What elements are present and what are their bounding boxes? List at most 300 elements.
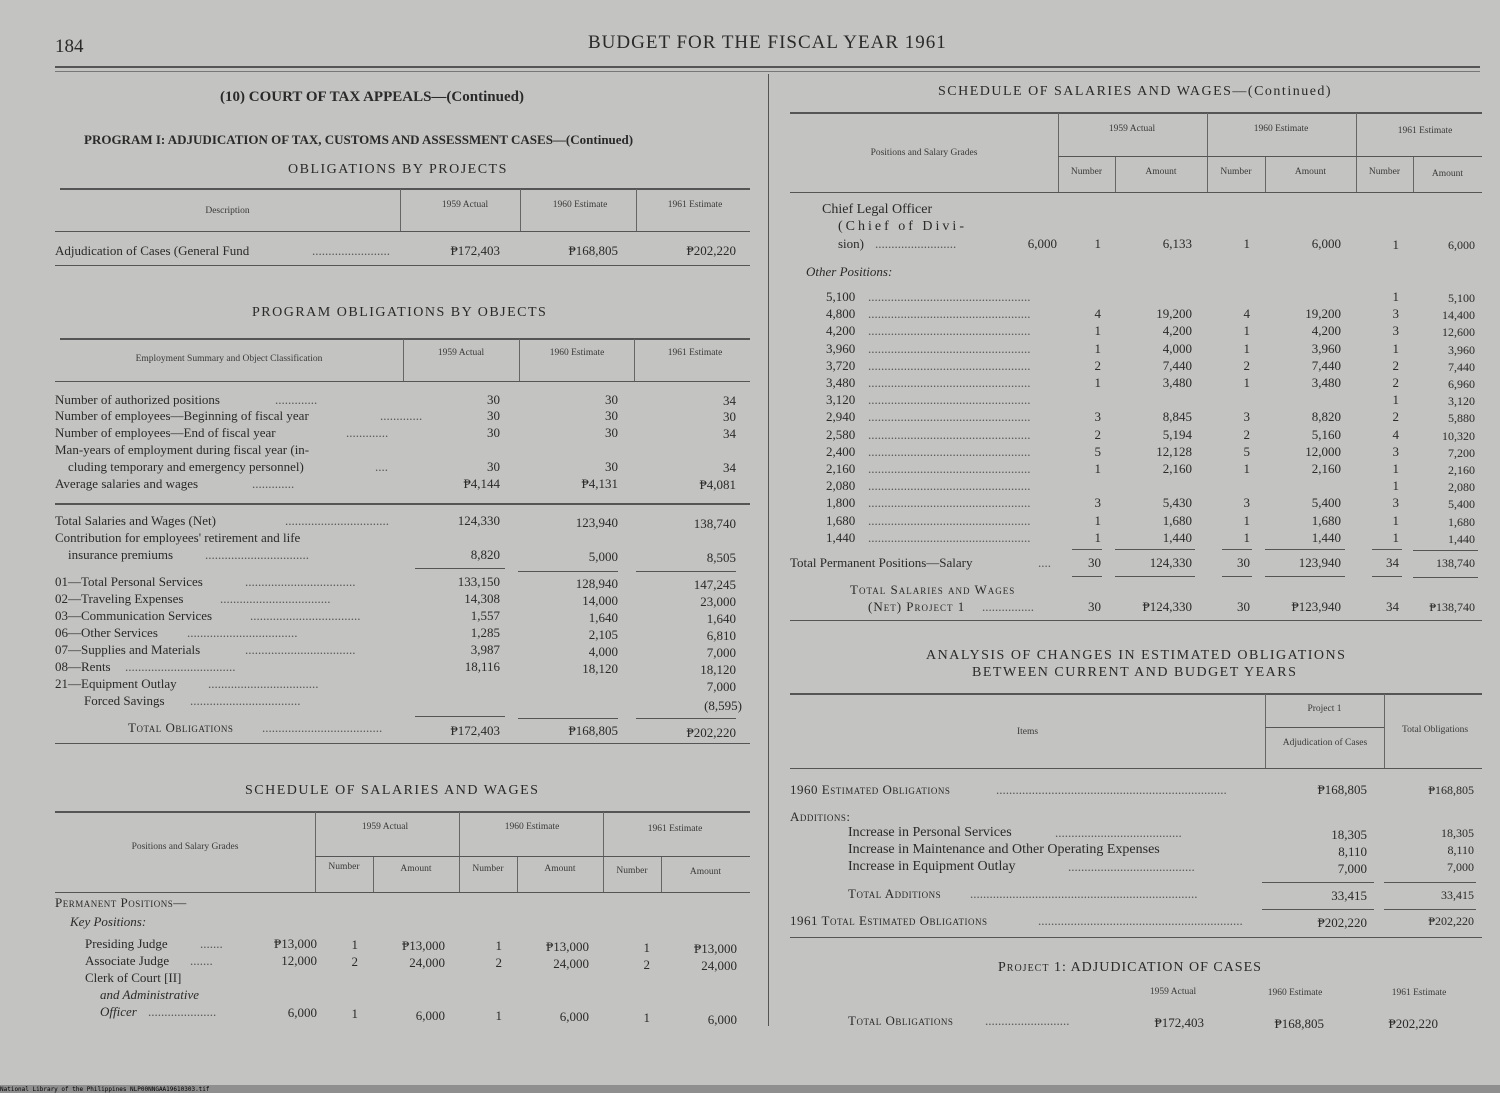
clerk-n2: 1 [495, 1008, 502, 1023]
object-row-label: Number of employees—Beginning of fiscal year [55, 408, 309, 423]
total-sw-a1: ₱124,330 [1142, 599, 1192, 614]
sum-rule [415, 716, 505, 717]
object-class-actual: 3,987 [470, 642, 500, 657]
object-class-1960: 128,940 [575, 576, 618, 591]
sum-rule [1262, 909, 1374, 910]
object-class-1960: 14,000 [582, 593, 618, 608]
salary-row-1961: 138,740 [693, 516, 736, 531]
section-title: (10) COURT OF TAX APPEALS—(Continued) [220, 89, 524, 105]
total-perm-a2: 123,940 [1298, 555, 1341, 570]
object-class-actual: 14,308 [464, 591, 500, 606]
other-position-a2: 7,440 [1311, 357, 1341, 373]
leader-dots: .................................................. [868, 392, 1031, 408]
salary-row-1960: 123,940 [575, 515, 618, 530]
total-obligations-actual: ₱172,403 [450, 723, 500, 738]
leader-dots: .................................................. [868, 323, 1031, 339]
leader-dots: ....... [200, 936, 223, 951]
col-header-number: Number [1368, 167, 1401, 177]
key-position-n1: 2 [351, 954, 358, 969]
page-title: BUDGET FOR THE FISCAL YEAR 1961 [588, 32, 947, 53]
total-additions-total: 33,415 [1441, 888, 1474, 902]
schedule-continued-title: SCHEDULE OF SALARIES AND WAGES—(Continued) [938, 84, 1333, 99]
col-header-1960: 1960 Estimate [504, 822, 560, 832]
leader-dots: .................................. [187, 625, 298, 640]
chief-label-2: (Chief of Divi- [838, 219, 967, 234]
key-position-a1: ₱13,000 [402, 938, 445, 953]
other-position-a1: 1,440 [1162, 529, 1192, 545]
addition-project: 8,110 [1338, 844, 1367, 859]
key-position-n3: 1 [643, 940, 650, 955]
other-position-a1: 7,440 [1162, 357, 1192, 373]
leader-dots: .................................................. [868, 409, 1031, 425]
leader-dots: ............................................................... [1038, 913, 1243, 928]
other-position-grade: 2,400 [826, 443, 856, 459]
leader-dots: .................................................. [868, 375, 1031, 390]
sum-rule [1265, 576, 1345, 577]
total-perm-n1: 30 [1088, 555, 1101, 570]
col-rule [315, 812, 316, 892]
leader-dots: .................................. [245, 642, 356, 657]
object-row-actual: 30 [487, 408, 500, 423]
sum-rule [1222, 549, 1252, 550]
total-perm-n2: 30 [1237, 555, 1250, 570]
other-position-n1: 3 [1094, 409, 1101, 425]
col-rule [519, 339, 520, 381]
other-position-a3: 12,600 [1442, 325, 1475, 340]
est-1961-label: 1961 Total Estimated Obligations [790, 913, 988, 928]
other-position-a3: 3,120 [1448, 394, 1475, 409]
col-header-total: Total Obligations [1401, 725, 1469, 735]
analysis-title-1: ANALYSIS OF CHANGES IN ESTIMATED OBLIGATIONS [926, 648, 1347, 663]
other-position-n2: 3 [1243, 409, 1250, 425]
header-rule-thin [55, 71, 1480, 72]
addition-label: Increase in Personal Services [848, 825, 1012, 840]
other-position-n3: 1 [1392, 478, 1399, 494]
other-position-a2: 2,160 [1311, 461, 1341, 476]
object-row-1960: 30 [605, 392, 618, 407]
object-row-1961: 30 [723, 409, 736, 424]
object-row-1961: 34 [723, 426, 736, 441]
page-number: 184 [55, 36, 84, 57]
sum-rule [1384, 882, 1476, 883]
col-rule [1207, 113, 1208, 193]
leader-dots: .................................................. [868, 306, 1031, 322]
key-position-n2: 1 [495, 938, 502, 953]
object-class-row-label: 03—Communication Services [55, 608, 213, 623]
additions-label: Additions: [790, 809, 851, 824]
leader-dots: ................................ [205, 547, 309, 562]
other-position-a3: 5,100 [1448, 291, 1475, 305]
leader-dots: ....................................... [1068, 859, 1195, 874]
other-position-grade: 2,580 [826, 426, 856, 442]
leader-dots: ....................................... [1055, 825, 1182, 840]
key-position-a1: 24,000 [409, 955, 445, 970]
object-class-row-label: 08—Rents [55, 659, 111, 674]
other-position-a2: 12,000 [1305, 443, 1341, 459]
object-class-1961: 7,000 [706, 645, 736, 660]
other-position-a1: 19,200 [1156, 306, 1192, 322]
col-header-number: Number [328, 862, 360, 872]
object-class-actual: 133,150 [457, 574, 500, 589]
sum-rule [1265, 549, 1345, 550]
project-total-actual: ₱172,403 [1154, 1015, 1204, 1030]
leader-dots: ...................................................................... [970, 886, 1198, 901]
salary-row-actual: 124,330 [457, 513, 500, 528]
column-divider [768, 74, 769, 1026]
key-position-a2: 24,000 [553, 956, 589, 971]
salary-row-label: Total Salaries and Wages (Net) [55, 513, 216, 528]
other-position-a1: 12,128 [1156, 443, 1192, 459]
project-1960: ₱168,805 [568, 243, 618, 258]
other-position-a3: 10,320 [1442, 428, 1475, 443]
col-rule [636, 189, 637, 231]
other-position-n3: 4 [1392, 426, 1399, 442]
other-position-n3: 2 [1392, 357, 1399, 373]
other-position-n1: 1 [1094, 461, 1101, 476]
total-obligations-1961: ₱202,220 [686, 725, 736, 740]
project-total-1960: ₱168,805 [1274, 1016, 1324, 1031]
leader-dots: ............. [380, 408, 423, 423]
salary-row-label: insurance premiums [68, 547, 174, 562]
leader-dots: ................................ [285, 513, 389, 528]
leader-dots: ......................... [875, 236, 957, 251]
salary-row-1961: 8,505 [706, 550, 736, 565]
other-position-n2: 4 [1243, 306, 1250, 322]
rule [790, 620, 1482, 621]
est-1960-project: ₱168,805 [1317, 782, 1367, 797]
total-sw-a2: ₱123,940 [1291, 599, 1341, 614]
object-class-row-label: Forced Savings [84, 693, 165, 708]
other-position-n2: 1 [1243, 340, 1250, 356]
other-position-n2: 1 [1243, 323, 1250, 339]
est-1961-total: ₱202,220 [1428, 914, 1474, 928]
other-position-a3: 2,080 [1448, 480, 1475, 495]
col-header-1960: 1960 Estimate [549, 348, 605, 358]
chief-grade: 6,000 [1027, 236, 1057, 251]
col-header-1960: 1960 Estimate [552, 200, 608, 210]
col-header-number: Number [616, 866, 648, 876]
project-total-1961: ₱202,220 [1388, 1016, 1438, 1031]
col-header-1961: 1961 Estimate [667, 200, 723, 210]
leader-dots: .......................... [985, 1013, 1070, 1028]
sum-rule [1072, 576, 1102, 577]
other-position-a3: 1,440 [1448, 531, 1475, 546]
total-additions-project: 33,415 [1331, 888, 1367, 903]
project-header-1961: 1961 Estimate [1391, 988, 1447, 998]
sum-rule [1072, 549, 1102, 550]
leader-dots: ....... [190, 953, 213, 968]
other-position-n1: 2 [1094, 357, 1101, 373]
total-perm-a1: 124,330 [1149, 555, 1192, 570]
other-position-n1: 2 [1094, 426, 1101, 442]
col-header-project: Project 1 [1307, 704, 1342, 714]
sum-rule [1384, 909, 1476, 910]
other-position-grade: 2,160 [826, 461, 856, 476]
clerk-label-2: and Administrative [100, 987, 200, 1002]
key-position-n3: 2 [643, 957, 650, 972]
object-class-row-label: 01—Total Personal Services [55, 574, 203, 589]
object-row-label: cluding temporary and emergency personnel) [68, 459, 304, 474]
scan-footer: National Library of the Philippines NLP00NNGAA19610303.tif [0, 1086, 210, 1093]
col-header-amount: Amount [544, 864, 576, 874]
col-rule [634, 339, 635, 381]
object-row-actual: 30 [487, 392, 500, 407]
other-position-a1: 4,000 [1162, 340, 1192, 356]
est-1960-total: ₱168,805 [1428, 783, 1474, 797]
object-row-label: Man-years of employment during fiscal year (in- [55, 442, 310, 457]
key-position-a2: ₱13,000 [546, 939, 589, 954]
col-header-amount: Amount [400, 864, 432, 874]
object-class-1960: 2,105 [588, 627, 618, 642]
rule [790, 768, 1482, 769]
other-position-a2: 8,820 [1311, 409, 1341, 425]
project-header-1960: 1960 Estimate [1267, 988, 1323, 998]
other-position-a2: 1,680 [1311, 512, 1341, 528]
leader-dots: .................................................. [868, 529, 1031, 545]
object-class-1961: 147,245 [693, 577, 736, 592]
clerk-a1: 6,000 [415, 1008, 445, 1023]
header-rule [55, 66, 1480, 68]
col-header-actual: 1959 Actual [437, 348, 485, 358]
col-header-items: Items [1016, 727, 1039, 737]
object-class-1961: (8,595) [704, 698, 742, 713]
other-position-a1: 5,430 [1162, 495, 1192, 511]
object-row-actual: 30 [487, 425, 500, 440]
leader-dots: .................................................. [868, 495, 1031, 511]
other-position-a1: 3,480 [1162, 375, 1192, 390]
leader-dots: .................................. [190, 693, 301, 708]
object-row-label: Number of employees—End of fiscal year [55, 425, 276, 440]
addition-label: Increase in Maintenance and Other Operating Expenses [848, 842, 1160, 857]
other-position-grade: 4,200 [826, 323, 856, 339]
col-rule [603, 812, 604, 892]
col-header-number: Number [472, 864, 504, 874]
object-row-1960: 30 [605, 408, 618, 423]
other-position-n1: 4 [1094, 306, 1101, 322]
leader-dots: ........................ [312, 243, 390, 258]
col-rule [403, 339, 404, 381]
object-row-1961: 34 [723, 460, 736, 475]
leader-dots: ............. [346, 425, 389, 440]
other-position-a3: 5,400 [1448, 497, 1475, 512]
col-header-amount: Amount [1294, 167, 1327, 177]
object-row-label: Number of authorized positions [55, 392, 220, 407]
leader-dots: ............. [275, 392, 318, 407]
other-position-a3: 7,200 [1448, 445, 1475, 460]
leader-dots: .................................................. [868, 478, 1031, 494]
chief-n3: 1 [1392, 237, 1399, 252]
object-class-1961: 6,810 [706, 628, 736, 643]
col-header-1961: 1961 Estimate [667, 348, 723, 358]
other-position-n1: 3 [1094, 495, 1101, 511]
object-class-1961: 18,120 [700, 662, 736, 677]
total-salaries-label-1: Total Salaries and Wages [850, 582, 1016, 597]
rule [55, 503, 750, 505]
sum-rule [1413, 550, 1478, 551]
col-rule [459, 812, 460, 892]
other-position-n1: 1 [1094, 323, 1101, 339]
object-row-1960: ₱4,131 [581, 476, 618, 491]
schedule-title: SCHEDULE OF SALARIES AND WAGES [245, 783, 540, 798]
leader-dots: .... [1038, 555, 1051, 570]
object-class-row-label: 02—Traveling Expenses [55, 591, 184, 606]
project-1961: ₱202,220 [686, 243, 736, 258]
other-position-n3: 1 [1392, 392, 1399, 408]
leader-dots: ..................................... [262, 720, 383, 735]
salary-row-actual: 8,820 [470, 547, 500, 562]
leader-dots: .................................. [250, 608, 361, 623]
other-position-a3: 14,400 [1442, 308, 1475, 323]
other-position-grade: 3,120 [826, 392, 856, 408]
object-class-row-label: 06—Other Services [55, 625, 158, 640]
clerk-n3: 1 [643, 1010, 650, 1025]
col-header-number: Number [1220, 167, 1252, 177]
leader-dots: .................................................. [868, 426, 1031, 442]
rule [55, 231, 750, 232]
other-position-grade: 3,720 [826, 357, 856, 373]
col-header-1960: 1960 Estimate [1253, 124, 1309, 134]
sum-rule [1115, 576, 1195, 577]
rule [55, 892, 750, 893]
chief-n2: 1 [1243, 236, 1250, 251]
project-total-label: Total Obligations [848, 1013, 954, 1028]
sum-rule [518, 718, 618, 719]
col-header-positions: Positions and Salary Grades [870, 148, 978, 158]
other-position-n3: 1 [1392, 340, 1399, 356]
leader-dots: .................................. [208, 676, 319, 691]
obligations-projects-title: OBLIGATIONS BY PROJECTS [288, 162, 508, 177]
other-position-a1: 5,194 [1162, 426, 1192, 442]
clerk-n1: 1 [351, 1006, 358, 1021]
col-header-number: Number [1070, 167, 1103, 177]
total-sw-n1: 30 [1088, 599, 1101, 614]
total-perm-n3: 34 [1386, 555, 1399, 570]
object-class-actual: 1,557 [470, 608, 500, 623]
other-position-n2: 3 [1243, 495, 1250, 511]
object-row-1961: 34 [723, 393, 736, 408]
key-position-n1: 1 [351, 937, 358, 952]
analysis-title-2: BETWEEN CURRENT AND BUDGET YEARS [972, 665, 1298, 680]
other-position-a3: 3,960 [1448, 342, 1475, 357]
other-position-a2: 5,400 [1311, 495, 1341, 511]
other-position-n2: 2 [1243, 426, 1250, 442]
chief-label-1: Chief Legal Officer [822, 202, 933, 217]
leader-dots: .................................. [125, 659, 236, 674]
other-position-grade: 4,800 [826, 306, 856, 322]
col-header-actual: 1959 Actual [441, 200, 489, 210]
other-position-n3: 2 [1392, 375, 1399, 390]
est-1960-label: 1960 Estimated Obligations [790, 782, 951, 797]
other-position-n3: 2 [1392, 409, 1399, 425]
other-position-n3: 3 [1392, 495, 1399, 511]
other-position-grade: 3,480 [826, 375, 856, 390]
clerk-label-1: Clerk of Court [II] [85, 970, 182, 985]
other-position-grade: 1,800 [826, 495, 856, 511]
rule [55, 743, 750, 744]
total-sw-n2: 30 [1237, 599, 1250, 614]
col-rule [400, 189, 401, 231]
other-position-n1: 1 [1094, 529, 1101, 545]
other-position-a3: 5,880 [1448, 411, 1475, 426]
object-row-1960: 30 [605, 425, 618, 440]
other-position-n3: 1 [1392, 512, 1399, 528]
col-header-classification: Employment Summary and Object Classification [135, 354, 323, 364]
col-header-amount: Amount [1431, 169, 1464, 179]
other-position-a2: 4,200 [1311, 323, 1341, 339]
leader-dots: .................................. [220, 591, 331, 606]
sum-rule [636, 571, 736, 572]
leader-dots: ............. [252, 476, 295, 491]
other-position-n3: 1 [1392, 289, 1399, 304]
other-position-a3: 7,440 [1448, 359, 1475, 374]
leader-dots: .................................................. [868, 443, 1031, 459]
chief-a2: 6,000 [1311, 236, 1341, 251]
other-position-a1: 4,200 [1162, 323, 1192, 339]
object-row-actual: ₱4,144 [463, 476, 500, 491]
object-class-1961: 1,640 [706, 611, 736, 626]
object-class-row-label: 07—Supplies and Materials [55, 642, 201, 657]
chief-a1: 6,133 [1162, 236, 1192, 251]
total-additions-label: Total Additions [848, 886, 942, 901]
other-position-n2: 5 [1243, 443, 1250, 459]
sum-rule [1222, 576, 1252, 577]
other-position-grade: 3,960 [826, 340, 856, 356]
other-position-grade: 1,440 [826, 529, 856, 545]
other-position-a2: 3,480 [1311, 375, 1341, 390]
rule [60, 188, 750, 190]
est-1961-project: ₱202,220 [1317, 915, 1367, 930]
col-header-actual: 1959 Actual [361, 822, 409, 832]
rule [60, 338, 750, 340]
total-perm-a3: 138,740 [1436, 556, 1475, 570]
col-header-description: Description [205, 206, 250, 216]
other-position-a1: 2,160 [1162, 461, 1192, 476]
sum-rule [1413, 577, 1478, 578]
col-rule [1058, 113, 1059, 193]
other-position-a1: 8,845 [1162, 409, 1192, 425]
leader-dots: .................................................. [868, 289, 1031, 304]
permanent-positions-label: Permanent Positions— [55, 895, 187, 910]
other-position-grade: 5,100 [826, 289, 856, 304]
project-actual: ₱172,403 [450, 243, 500, 258]
object-class-actual: 1,285 [470, 625, 500, 640]
sum-rule [1372, 576, 1402, 577]
other-position-n1: 1 [1094, 512, 1101, 528]
object-class-row-label: 21—Equipment Outlay [55, 676, 177, 691]
other-position-a3: 2,160 [1448, 463, 1475, 477]
col-header-1961: 1961 Estimate [647, 824, 703, 834]
clerk-grade: 6,000 [287, 1005, 317, 1020]
rule [55, 811, 750, 813]
other-position-n1: 1 [1094, 340, 1101, 356]
leader-dots: ..................... [148, 1004, 217, 1019]
col-rule [1356, 113, 1357, 193]
salary-row-label: Contribution for employees' retirement and life [55, 530, 301, 545]
object-row-label: Average salaries and wages [55, 476, 199, 491]
project-header-actual: 1959 Actual [1149, 987, 1197, 997]
other-position-grade: 1,680 [826, 512, 856, 528]
addition-label: Increase in Equipment Outlay [848, 859, 1016, 874]
rule [55, 265, 750, 266]
total-salaries-label-2: (Net) Project 1 [868, 599, 966, 614]
leader-dots: ................ [982, 599, 1034, 614]
other-position-grade: 2,080 [826, 478, 856, 494]
col-header-amount: Amount [689, 867, 722, 877]
key-position-a3: ₱13,000 [694, 941, 737, 956]
obligations-objects-title: PROGRAM OBLIGATIONS BY OBJECTS [252, 305, 548, 320]
addition-project: 18,305 [1331, 827, 1367, 842]
other-position-n2: 1 [1243, 461, 1250, 476]
